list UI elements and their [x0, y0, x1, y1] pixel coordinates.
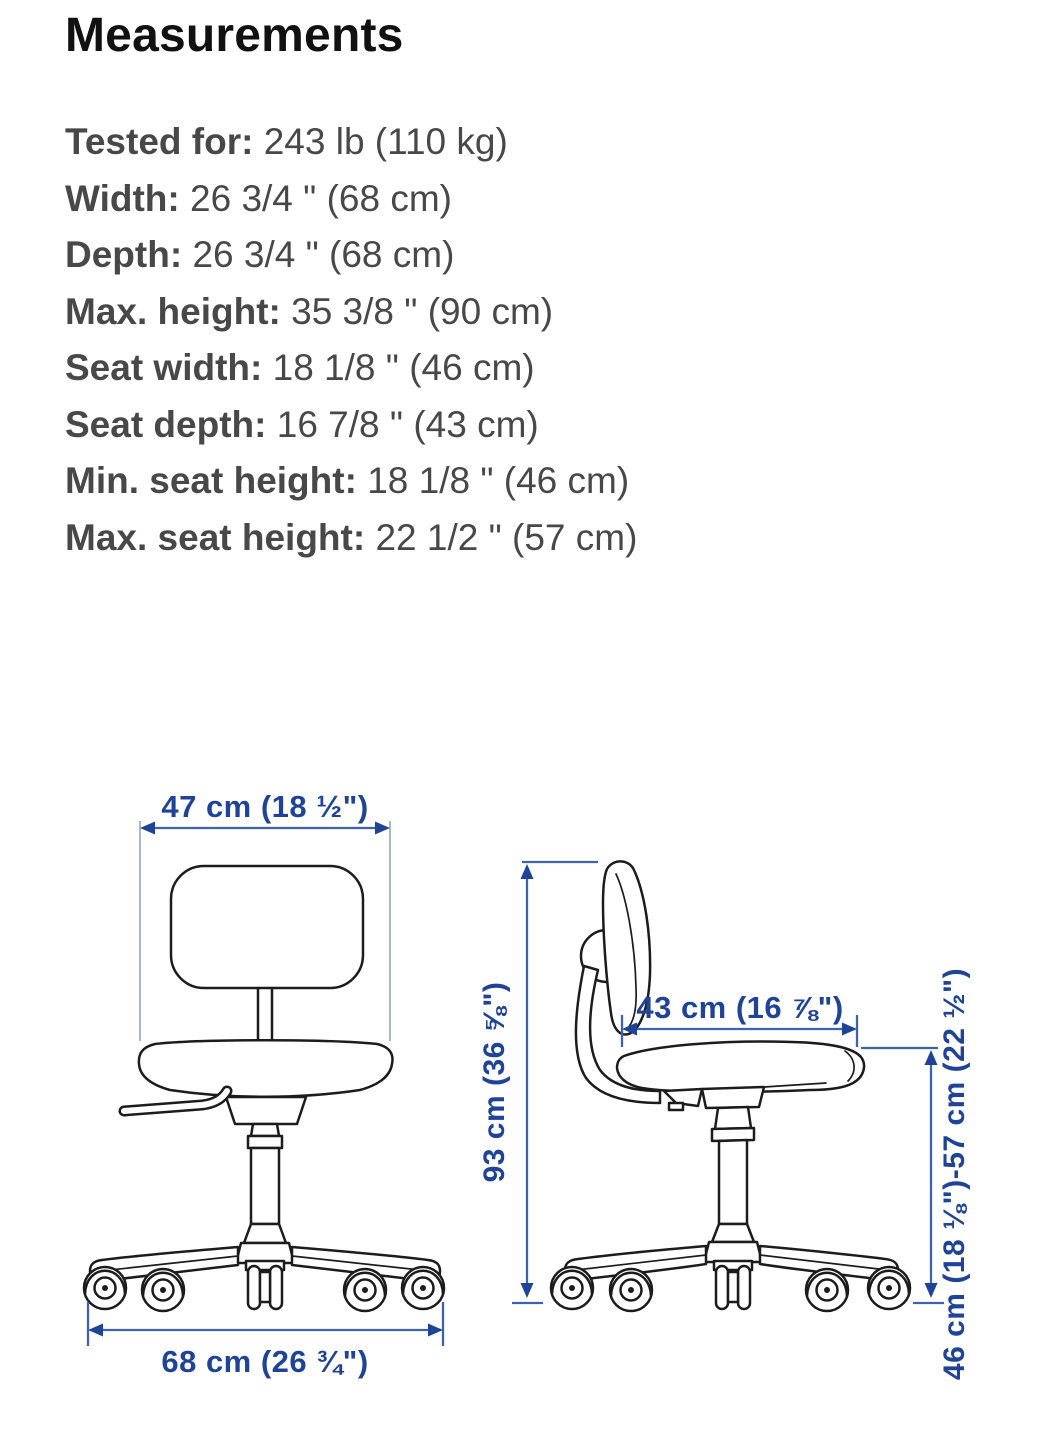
spec-list [65, 114, 637, 566]
caster-wheel [246, 1261, 284, 1309]
caster-wheel [344, 1269, 386, 1311]
spec-row [65, 114, 637, 171]
dimension-seat-depth [622, 990, 938, 1048]
spec-row [65, 227, 637, 284]
dimension-base-width [88, 1302, 443, 1379]
spec-label: Max. height: [65, 290, 281, 332]
spec-value: 18 1/8 " (46 cm) [272, 347, 535, 388]
spec-label: Max. seat height: [65, 516, 366, 558]
spec-value: 18 1/8 " (46 cm) [367, 460, 630, 501]
caster-wheel [610, 1269, 652, 1311]
caster-wheel [142, 1269, 184, 1311]
dimension-total-height [478, 862, 598, 1303]
spec-label: Seat depth: [65, 403, 267, 445]
front-gas-cylinder [244, 1124, 286, 1243]
spec-value: 35 3/8 " (90 cm) [291, 290, 554, 332]
dimension-label-backrest-width: 47 cm (18 ½") [161, 789, 369, 824]
spec-label: Min. seat height: [65, 460, 357, 501]
spec-label: Width: [65, 177, 180, 219]
dimension-label-base-width: 68 cm (26 ¾") [161, 1344, 369, 1379]
caster-wheel [551, 1267, 593, 1309]
spec-row [65, 340, 637, 397]
spec-label: Tested for: [65, 121, 254, 162]
spec-value: 22 1/2 " (57 cm) [375, 516, 638, 558]
caster-wheel [84, 1267, 126, 1309]
front-backrest [171, 866, 363, 988]
front-backrest-stem [258, 988, 272, 1044]
dimension-label-seat-depth: 43 cm (16 ⅞") [636, 990, 844, 1025]
spec-label: Seat width: [65, 347, 263, 388]
spec-value: 26 3/4 " (68 cm) [190, 177, 452, 219]
caster-wheel [714, 1261, 752, 1309]
measurement-diagram [0, 760, 1047, 1440]
spec-label: Depth: [65, 234, 183, 275]
spec-value: 26 3/4 " (68 cm) [192, 234, 455, 275]
caster-wheel [806, 1269, 848, 1311]
spec-row [65, 397, 637, 454]
dimension-label-seat-height: 46 cm (18 ⅛")-57 cm (22 ½") [938, 967, 971, 1381]
caster-wheel [868, 1267, 910, 1309]
front-tilt-housing [226, 1097, 306, 1124]
side-view-chair [551, 861, 910, 1311]
page-title: Measurements [65, 9, 404, 62]
front-seat [139, 1040, 393, 1097]
spec-row [65, 284, 637, 341]
spec-row [65, 171, 637, 228]
dimension-seat-height [913, 968, 971, 1380]
spec-value: 243 lb (110 kg) [263, 121, 508, 162]
side-gas-cylinder [712, 1107, 754, 1242]
spec-value: 16 7/8 " (43 cm) [276, 403, 539, 445]
spec-row [65, 510, 637, 567]
spec-row [65, 453, 637, 510]
dimension-label-total-height: 93 cm (36 ⅝") [478, 981, 511, 1183]
caster-wheel [402, 1267, 444, 1309]
side-seat [617, 1042, 864, 1092]
